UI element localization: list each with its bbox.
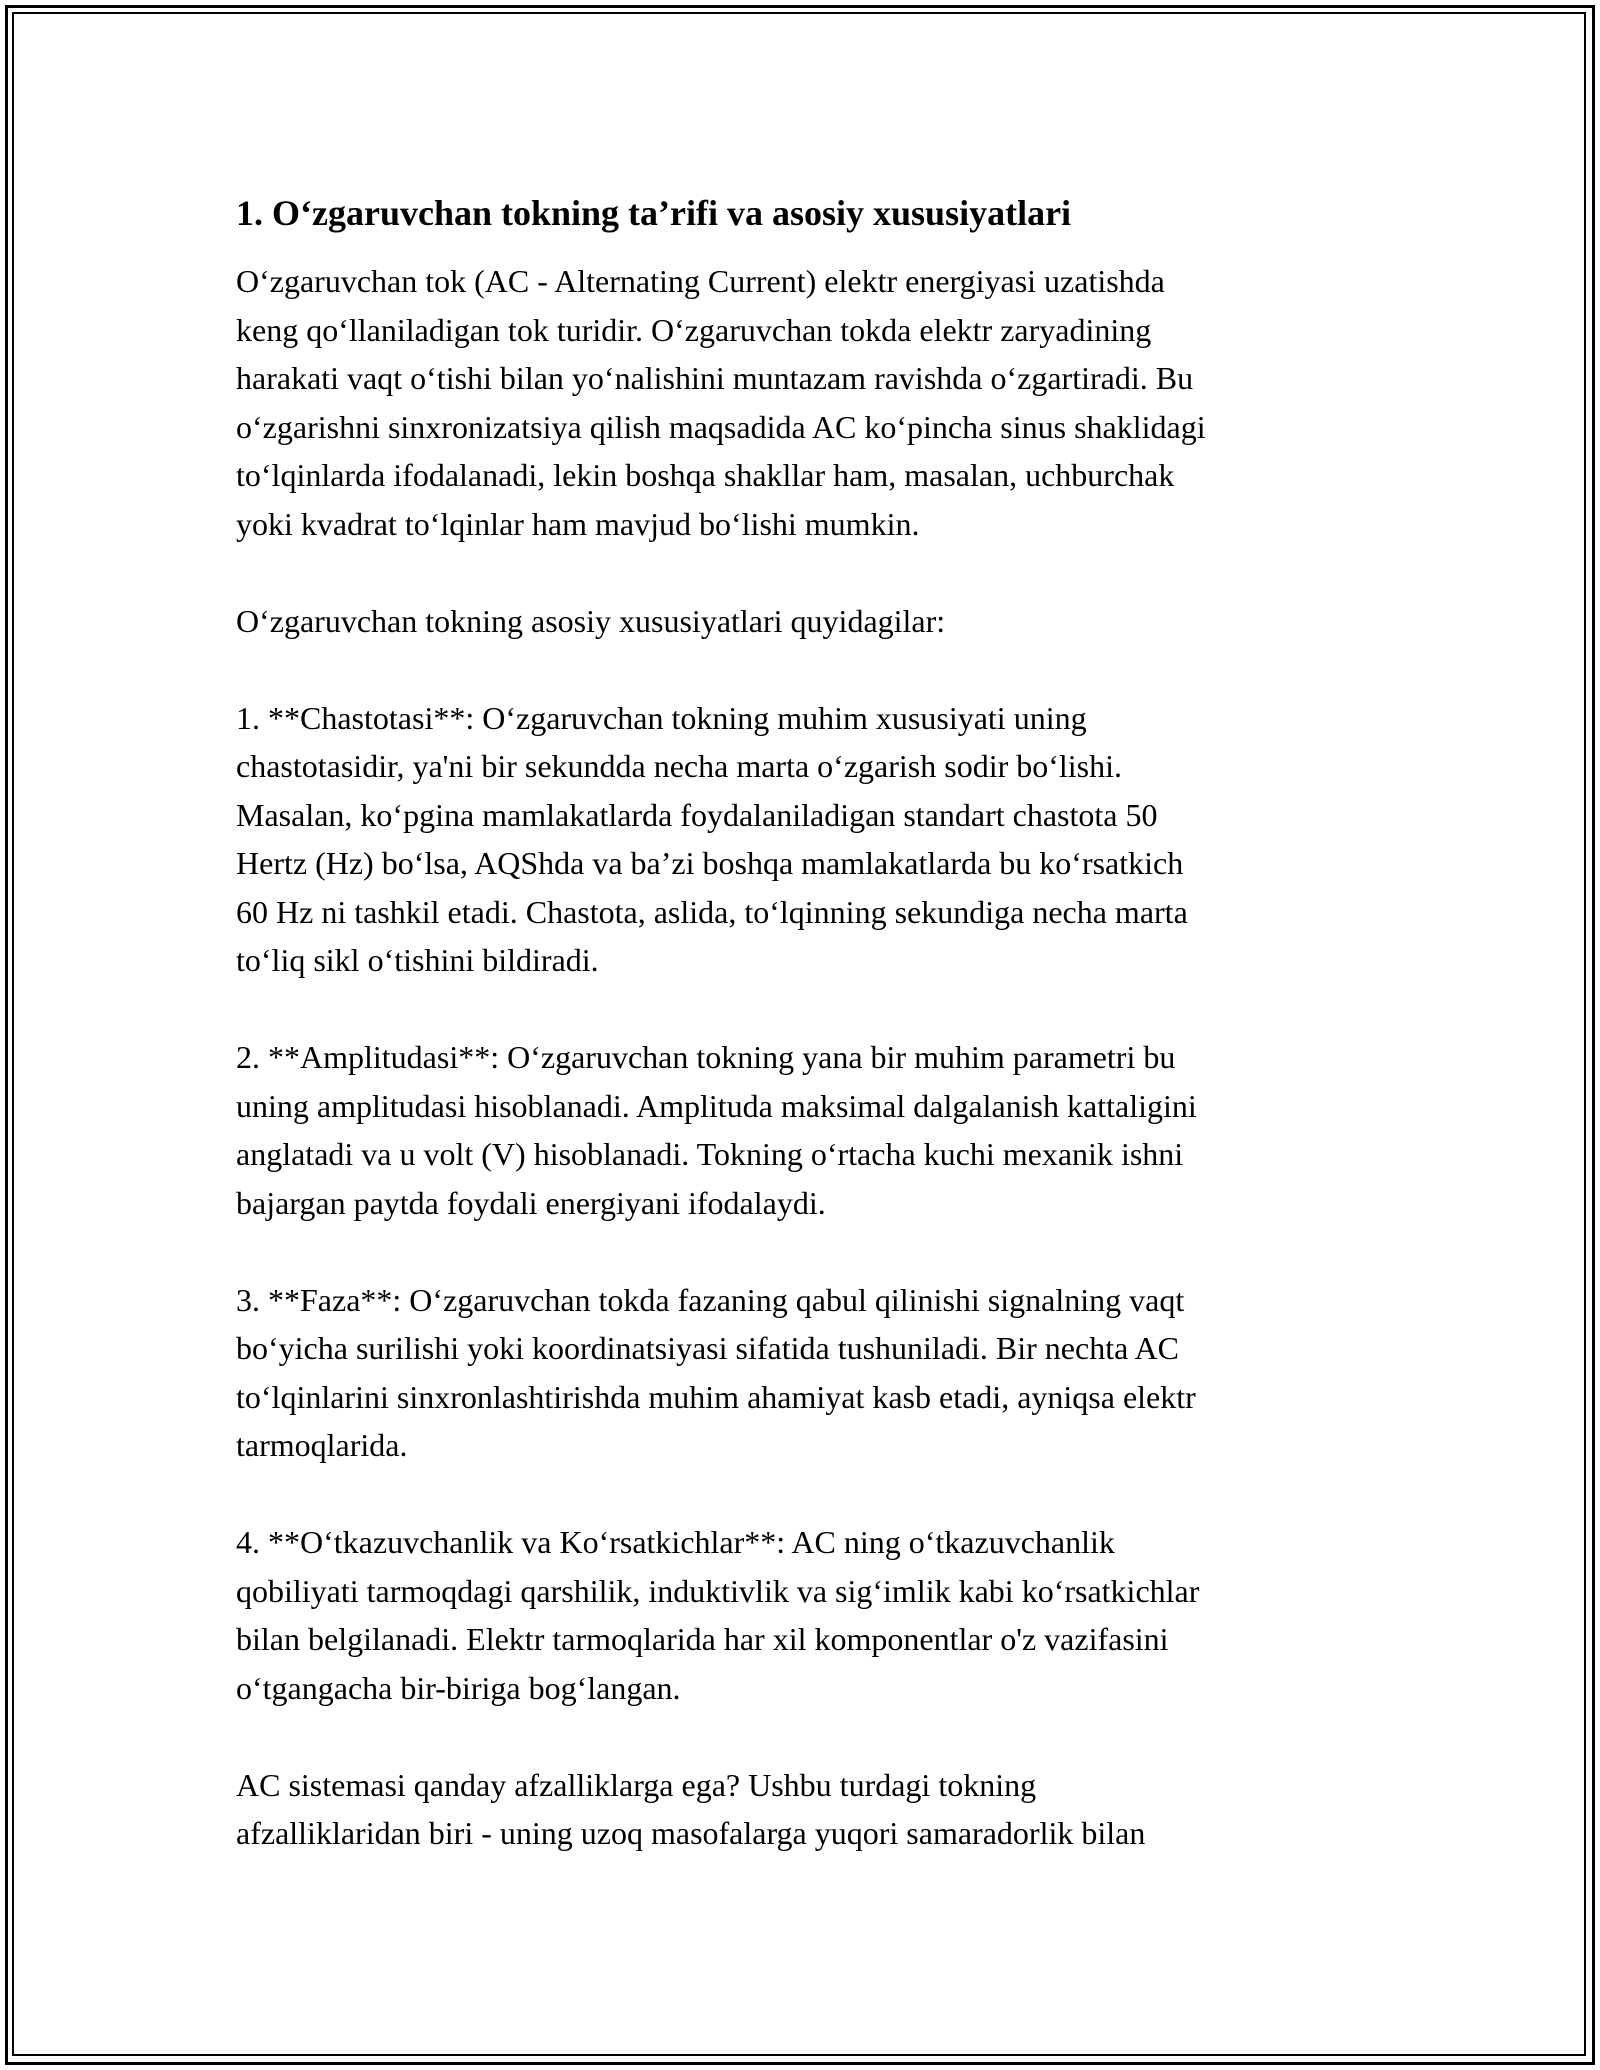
paragraph-line: o‘zgarishni sinxronizatsiya qilish maqsadida AC ko‘pincha sinus shaklidagi	[236, 408, 1206, 445]
paragraph-line: to‘liq sikl o‘tishini bildiradi.	[236, 942, 599, 978]
paragraph-line: harakati vaqt o‘tishi bilan yo‘nalishini muntazam ravishda o‘zgartiradi. Bu	[236, 360, 1194, 396]
section-heading: 1. O‘zgaruvchan tokning ta’rifi va asosiy xususiyatlari	[236, 193, 1072, 233]
document-body	[236, 180, 1366, 1906]
paragraph-line: afzalliklaridan biri - uning uzoq masofalarga yuqori samaradorlik bilan	[236, 1815, 1146, 1851]
paragraph	[236, 1518, 1366, 1712]
paragraph-line: O‘zgaruvchan tok (AC - Alternating Current) elektr energiyasi uzatishda	[236, 263, 1165, 299]
paragraph	[236, 1276, 1366, 1470]
paragraph-line: 2. **Amplitudasi**: O‘zgaruvchan tokning yana bir muhim parametri bu	[236, 1039, 1176, 1075]
paragraph	[236, 257, 1366, 548]
paragraph-line: chastotasidir, ya'ni bir sekundda necha marta o‘zgarish sodir bo‘lishi.	[236, 748, 1123, 784]
paragraph-line: 60 Hz ni tashkil etadi. Chastota, aslida, to‘lqinning sekundiga necha marta	[236, 893, 1188, 930]
paragraph-line: bilan belgilanadi. Elektr tarmoqlarida har xil komponentlar o'z vazifasini	[236, 1621, 1169, 1657]
paragraph	[236, 1761, 1366, 1858]
paragraph-line: anglatadi va u volt (V) hisoblanadi. Tokning o‘rtacha kuchi mexanik ishni	[236, 1136, 1184, 1172]
paragraph-line: 3. **Faza**: O‘zgaruvchan tokda fazaning qabul qilinishi signalning vaqt	[236, 1281, 1185, 1318]
paragraph-line: bo‘yicha surilishi yoki koordinatsiyasi sifatida tushuniladi. Bir nechta AC	[236, 1330, 1179, 1366]
paragraph-line: to‘lqinlarini sinxronlashtirishda muhim ahamiyat kasb etadi, ayniqsa elektr	[236, 1378, 1196, 1415]
paragraph-line: O‘zgaruvchan tokning asosiy xususiyatlari quyidagilar:	[236, 602, 946, 639]
paragraph	[236, 1033, 1366, 1227]
paragraph-line: AC sistemasi qanday afzalliklarga ega? Ushbu turdagi tokning	[236, 1766, 1037, 1803]
paragraph-line: Masalan, ko‘pgina mamlakatlarda foydalaniladigan standart chastota 50	[236, 796, 1158, 833]
paragraph-list	[236, 257, 1366, 1858]
paragraph-line: 1. **Chastotasi**: O‘zgaruvchan tokning muhim xususiyati uning	[236, 699, 1087, 736]
paragraph-line: 4. **O‘tkazuvchanlik va Ko‘rsatkichlar**: AC ning o‘tkazuvchanlik	[236, 1524, 1115, 1560]
paragraph-line: o‘tgangacha bir-biriga bog‘langan.	[236, 1669, 681, 1706]
paragraph-line: to‘lqinlarda ifodalanadi, lekin boshqa shakllar ham, masalan, uchburchak	[236, 457, 1175, 493]
paragraph-line: uning amplitudasi hisoblanadi. Amplituda maksimal dalgalanish kattaligini	[236, 1087, 1197, 1124]
paragraph-line: bajargan paytda foydali energiyani ifodalaydi.	[236, 1184, 826, 1221]
paragraph	[236, 597, 1366, 646]
paragraph	[236, 694, 1366, 985]
paragraph-line: keng qo‘llaniladigan tok turidir. O‘zgaruvchan tokda elektr zaryadining	[236, 311, 1152, 348]
paragraph-line: yoki kvadrat to‘lqinlar ham mavjud bo‘lishi mumkin.	[236, 505, 920, 542]
paragraph-line: tarmoqlarida.	[236, 1427, 408, 1463]
paragraph-line: qobiliyati tarmoqdagi qarshilik, induktivlik va sig‘imlik kabi ko‘rsatkichlar	[236, 1572, 1200, 1609]
paragraph-line: Hertz (Hz) bo‘lsa, AQShda va ba’zi boshqa mamlakatlarda bu ko‘rsatkich	[236, 845, 1184, 881]
